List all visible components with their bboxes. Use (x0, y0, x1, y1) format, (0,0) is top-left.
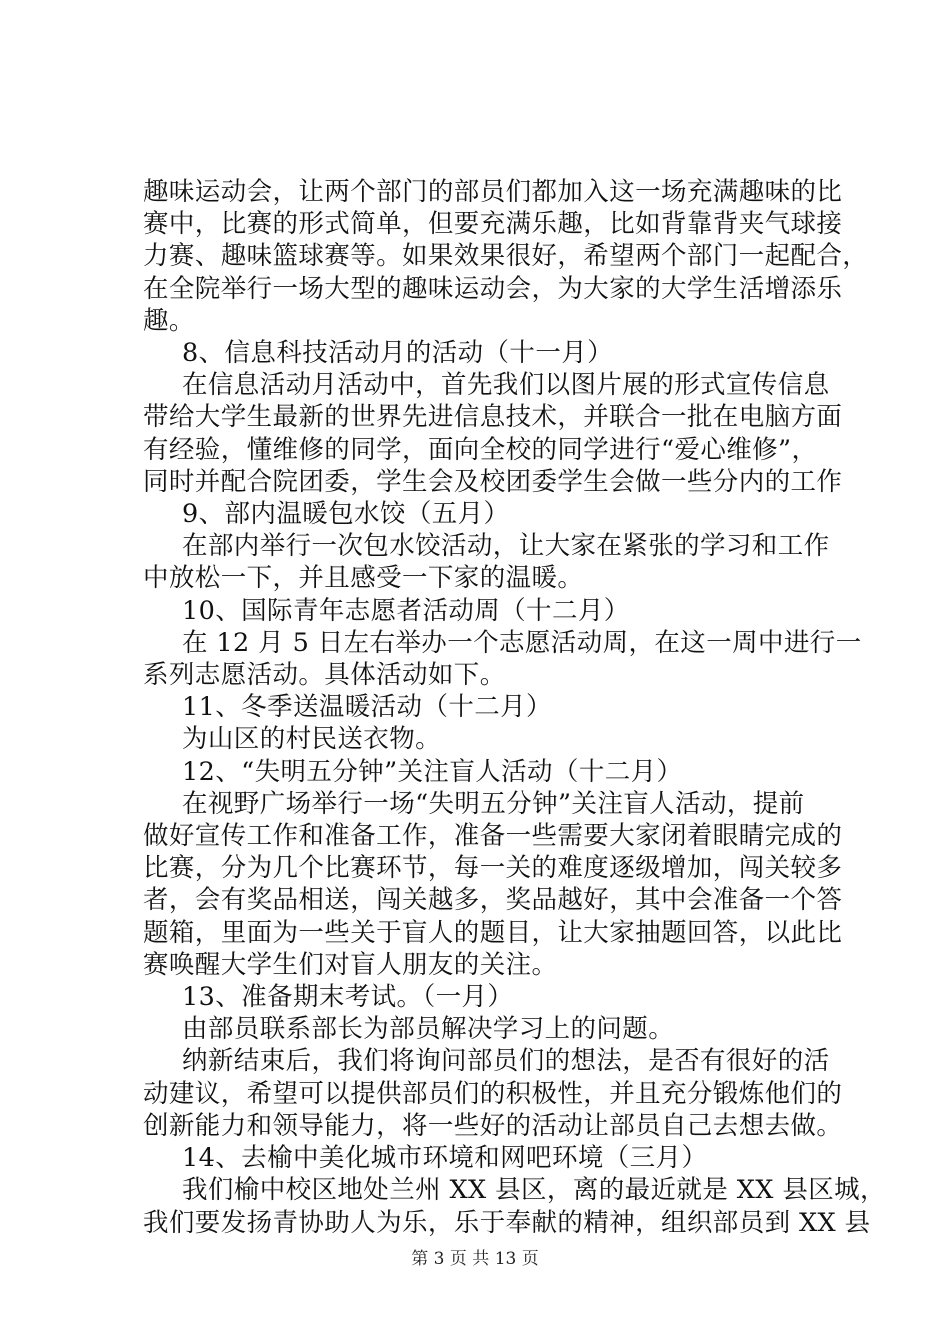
text-line: 动建议，希望可以提供部员们的积极性，并且充分锻炼他们的 (143, 1078, 843, 1109)
text-line: 我们榆中校区地处兰州 XX 县区，离的最近就是 XX 县区城， (182, 1175, 886, 1206)
text-line: 纳新结束后，我们将询问部员们的想法，是否有很好的活 (182, 1046, 830, 1077)
text-line: 14、去榆中美化城市环境和网吧环境（三月） (182, 1143, 708, 1174)
text-line: 赛中，比赛的形式简单，但要充满乐趣，比如背靠背夹气球接 (143, 209, 843, 240)
text-line: 9、部内温暖包水饺（五月） (182, 499, 510, 530)
text-line: 赛唤醒大学生们对盲人朋友的关注。 (143, 949, 558, 980)
text-line: 力赛、趣味篮球赛等。如果效果很好，希望两个部门一起配合， (143, 241, 869, 272)
text-line: 11、冬季送温暖活动（十二月） (182, 692, 552, 723)
text-line: 做好宣传工作和准备工作，准备一些需要大家闭着眼睛完成的 (143, 821, 843, 852)
text-line: 我们要发扬青协助人为乐，乐于奉献的精神，组织部员到 XX 县 (143, 1207, 871, 1238)
text-line: 8、信息科技活动月的活动（十一月） (182, 338, 614, 369)
text-line: 趣。 (143, 305, 195, 336)
text-line: 者，会有奖品相送，闯关越多，奖品越好，其中会准备一个答 (143, 885, 843, 916)
text-line: 创新能力和领导能力，将一些好的活动让部员自己去想去做。 (143, 1110, 843, 1141)
text-line: 题箱，里面为一些关于盲人的题目，让大家抽题回答，以此比 (143, 917, 843, 948)
text-line: 在全院举行一场大型的趣味运动会，为大家的大学生活增添乐 (143, 273, 843, 304)
text-line: 为山区的村民送衣物。 (182, 724, 442, 755)
text-line: 同时并配合院团委，学生会及校团委学生会做一些分内的工作 (143, 466, 843, 497)
text-line: 有经验，懂维修的同学，面向全校的同学进行“爱心维修”， (143, 434, 818, 465)
text-line: 由部员联系部长为部员解决学习上的问题。 (182, 1014, 675, 1045)
text-line: 比赛，分为几个比赛环节，每一关的难度逐级增加，闯关较多 (143, 853, 843, 884)
text-line: 系列志愿活动。具体活动如下。 (143, 660, 506, 691)
body-text (143, 176, 886, 1239)
text-line: 12、“失明五分钟”关注盲人活动（十二月） (182, 756, 683, 787)
text-line: 带给大学生最新的世界先进信息技术，并联合一批在电脑方面 (143, 402, 843, 433)
text-line: 在部内举行一次包水饺活动，让大家在紧张的学习和工作 (182, 531, 830, 562)
text-line: 在视野广场举行一场“失明五分钟”关注盲人活动，提前 (182, 788, 805, 819)
text-line: 在信息活动月活动中，首先我们以图片展的形式宣传信息 (182, 370, 830, 401)
text-line: 中放松一下，并且感受一下家的温暖。 (143, 563, 584, 594)
text-line: 10、国际青年志愿者活动周（十二月） (182, 595, 630, 626)
text-line: 趣味运动会，让两个部门的部员们都加入这一场充满趣味的比 (143, 177, 843, 207)
page-footer: 第 3 页 共 13 页 (411, 1249, 539, 1269)
text-line: 13、准备期末考试。（一月） (182, 982, 514, 1013)
text-line: 在 12 月 5 日左右举办一个志愿活动周，在这一周中进行一 (182, 627, 862, 658)
